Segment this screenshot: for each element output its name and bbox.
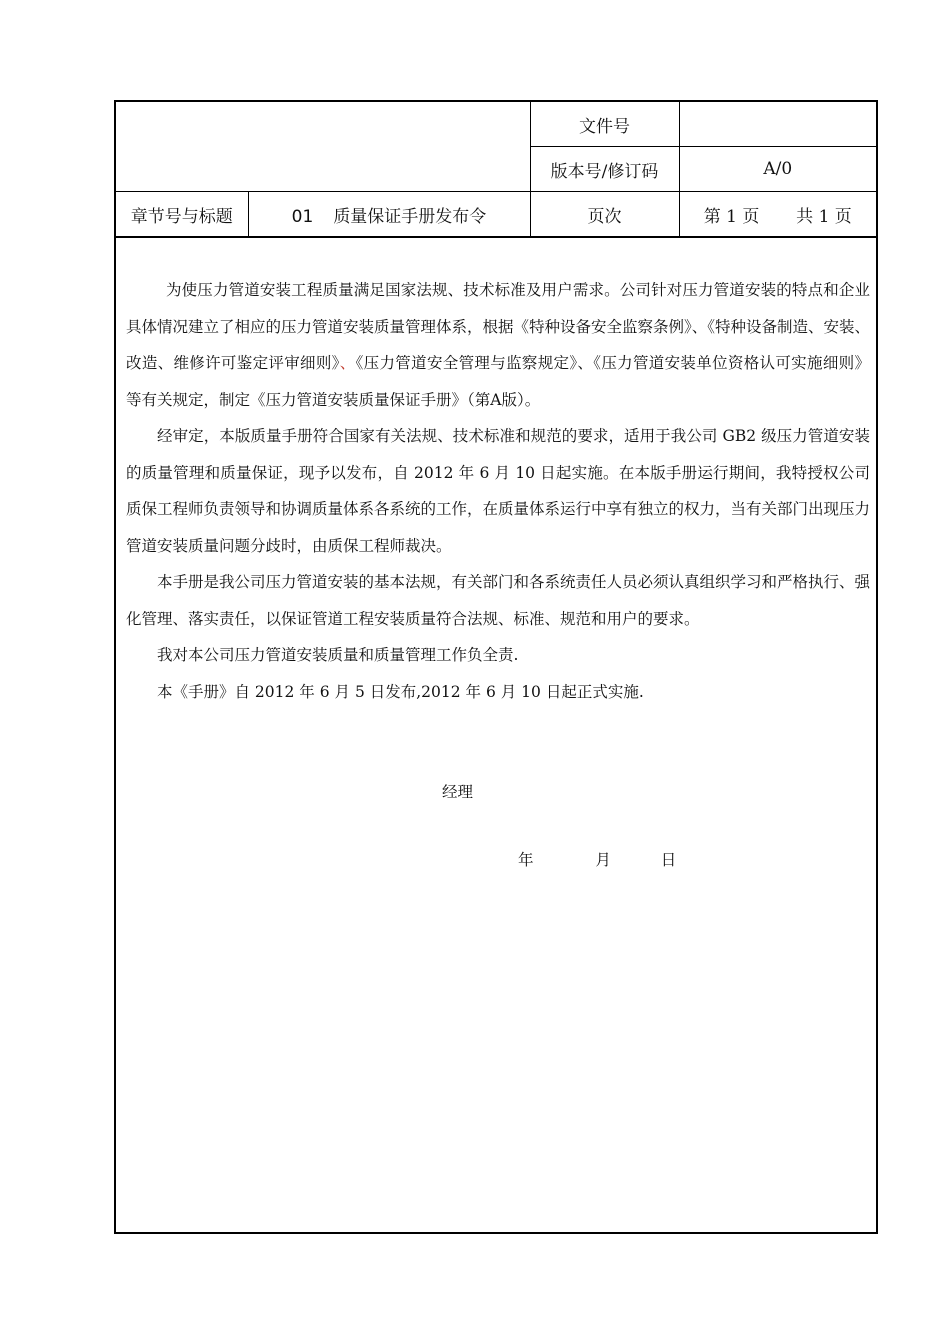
file-no-value [679, 102, 876, 147]
page-total-suffix: 页 [834, 206, 852, 227]
signature-title: 经理 [442, 783, 474, 801]
file-no-label: 文件号 [530, 102, 679, 147]
paragraph-1: 为使压力管道安装工程质量满足国家法规、技术标准及用户需求。公司针对压力管道安装的特点和企业具体情况建立了相应的压力管道安装质量管理体系，根据《特种设备安全监察条例》、《特种设备制造、安装、改造、维修许可鉴定评审细则》、《压力管道安全管理与监察规定》、《压力管道安装单位资格认可实施细则》等有关规定，制定《压力管道安装质量保证手册》（第A版）。 [126, 281, 871, 409]
body-text [126, 272, 870, 710]
document-frame [114, 100, 878, 1234]
page-count-cell [679, 192, 876, 238]
paragraph-4: 我对本公司压力管道安装质量和质量管理工作负全责. [157, 646, 519, 664]
year-label: 年 [518, 851, 534, 869]
page-current: 1 [726, 206, 737, 227]
paragraph-5: 本《手册》自 2012 年 6 月 5 日发布,2012 年 6 月 10 日起正式实施. [157, 682, 644, 701]
page-label: 页次 [530, 192, 679, 238]
header-table [116, 102, 876, 238]
chapter-title: 质量保证手册发布令 [333, 206, 487, 227]
version-label: 版本号/修订码 [530, 147, 679, 192]
page-total: 1 [818, 206, 830, 227]
chapter-label: 章节号与标题 [116, 192, 248, 238]
red-punctuation: 、 [339, 354, 356, 372]
chapter-title-cell [248, 192, 530, 238]
chapter-number: 01 [291, 206, 314, 227]
date-line [518, 848, 676, 870]
paragraph-2: 经审定，本版质量手册符合国家有关法规、技术标准和规范的要求，适用于我公司 GB2 级压力管道安装的质量管理和质量保证，现予以发布，自 2012 年 6 月 10 日起实施。在本版手册运行期间，我特授权公司质保工程师负责领导和协调质量体系各系统的工作，在质量体系运行中享有独立的权力，当有关部门出现压力管道安装质量问题分歧时，由质保工程师裁决。 [126, 427, 871, 555]
month-label: 月 [595, 851, 611, 869]
version-value: A/0 [679, 147, 876, 192]
paragraph-3: 本手册是我公司压力管道安装的基本法规，有关部门和各系统责任人员必须认真组织学习和严格执行、强化管理、落实责任，以保证管道工程安装质量符合法规、标准、规范和用户的要求。 [126, 573, 871, 628]
page-total-prefix: 共 [796, 206, 814, 227]
page-current-suffix: 页 [742, 206, 760, 227]
logo-cell [116, 102, 530, 192]
day-label: 日 [660, 851, 677, 869]
page-current-prefix: 第 [703, 206, 721, 227]
